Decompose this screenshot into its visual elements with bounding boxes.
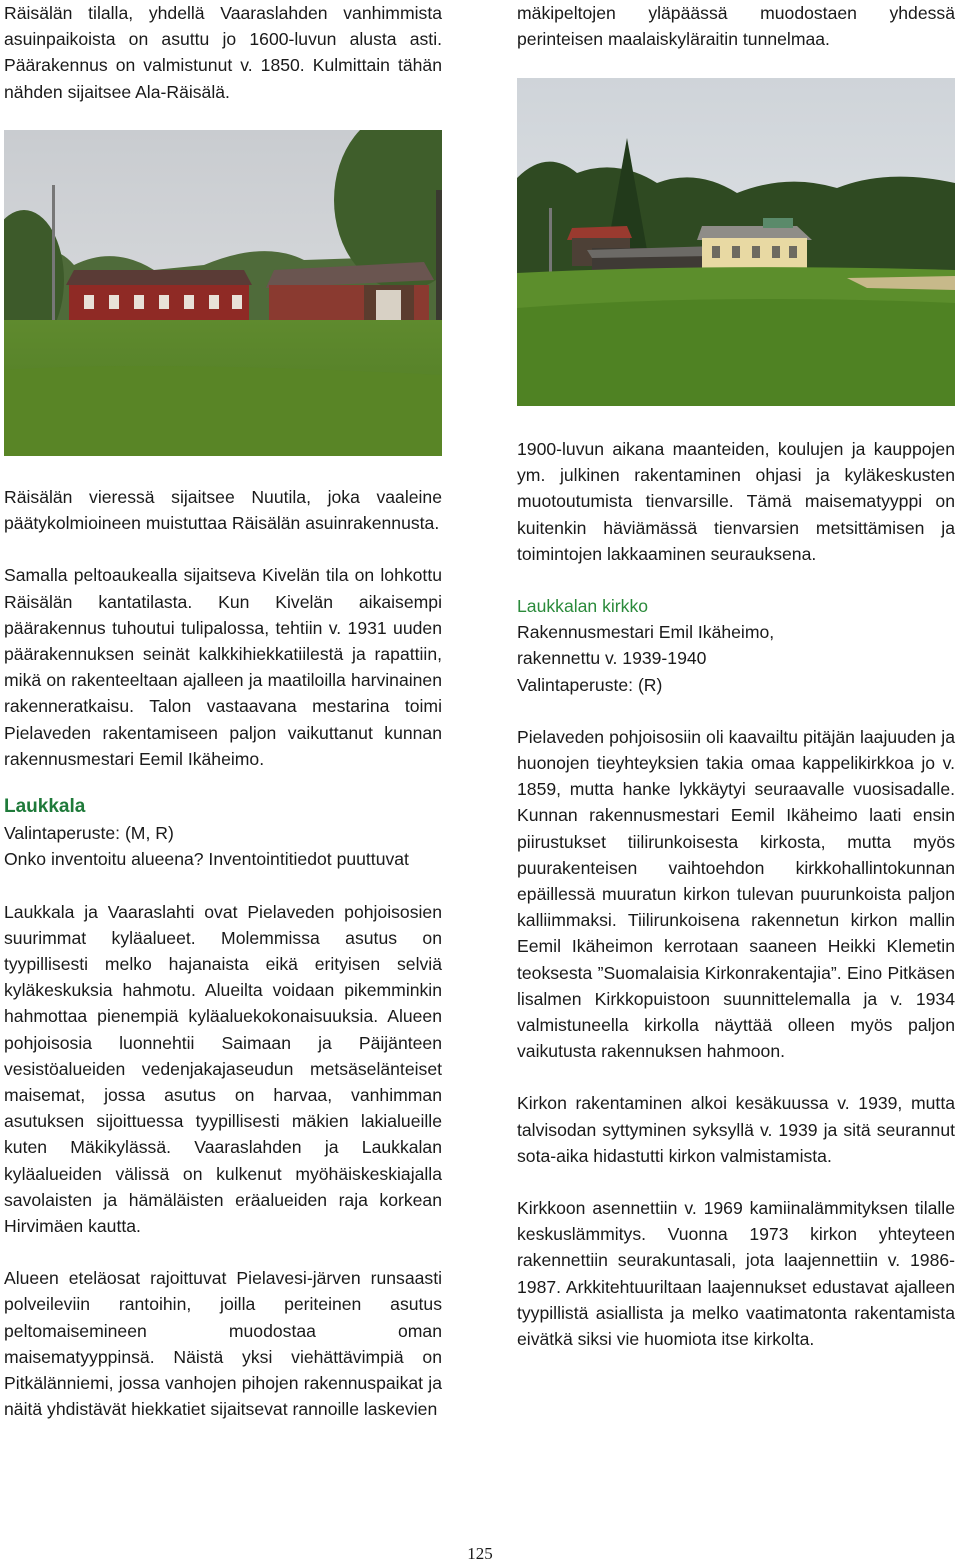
paragraph-lammitys: Kirkkoon asennettiin v. 1969 kamiinalämmityksen tilalle keskuslämmitys. Vuonna 1973 kirkon yhteyteen rakennettiin seurakuntasali, jota laajennettiin v. 1986-1987. Arkkitehtuuriltaan laajennukset edustavat ajalleen tyypillistä asiallista ja melko vaatimatonta rakentamista eivätkä siksi vie huomiota itse kirkolta. [517,1198,955,1350]
paragraph-etelaosat: Alueen eteläosat rajoittuvat Pielavesi-järven runsaasti polveileviin rantoihin, joilla periteinen asutus peltomaisemineen muodostaa oman maisematyyppinsä. Näistä yksi viehättävimpiä on Pitkälänniemi, jossa vanhojen pihojen rakennuspaikat ja näitä yhdistävät hiekkatiet sijaitsevat rannoille laskevien [4,1268,442,1420]
paragraph-rakentaminen: Kirkon rakentaminen alkoi kesäkuussa v. 1939, mutta talvisodan syttyminen syksyllä v. 1939 ja sitä seurannut sota-aika hidastutti kirkon valmistamista. [517,1093,955,1166]
paragraph-kappelikirkko: Pielaveden pohjoisosiin oli kaavailtu pitäjän laajuuden ja huonojen tieyhteyksien takia omaa kappelikirkkoa jo v. 1859, mutta hanke lykkäytyi seuraavalle vuosisadalle. Kunnan rakennusmestari Eemil Ikäheimo laati ensin piirustukset tiilirunkoisesta kirkosta, mutta myös puurakenteisen vaihtoehdon kirkkohallintokunnan epäillessä muuratun kirkon tulevan puurunkoista paljon kalliimmaksi. Tiilirunkoisena rakennetun kirkon mallin Eemil Ikäheimon kerrotaan saaneen Heikki Klemetin teoksesta ”Suomalaisia Kirkonrakentajia”. Eino Pitkäsen lisalmen Kirkkopuistoon suunnittelemalla ja v. 1934 valmistuneella kirkolla näyttää olleen myös paljon vaikutusta rakennuksen hahmoon. [517,726,955,1062]
kirkko-built: rakennettu v. 1939-1940 [517,648,707,669]
intro-paragraph-right: mäkipeltojen yläpäässä muodostaen yhdessä perinteisen maalaiskyläraitin tunnelmaa. [517,3,955,50]
photo-nuutila-field [517,78,955,406]
paragraph-kylaalueet: Laukkala ja Vaaraslahti ovat Pielaveden pohjoisosien suurimmat kyläalueet. Molemmissa asutus on tyypillisesti melko hajanaista eikä erityisen selviä kyläkeskuksia hahmotu. Alueilta voidaan pikemminkin hahmottaa pienempiä kyläaluekokonaisuuksia. Alueen pohjoisosia luonnehtii Saimaan ja Päijänteen vesistöalueiden vedenjakajaseudun metsäselänteiset maisemat, jossa asutus on harvaa, vanhimman asutuksen sijoittuessa tyypillisesti mäkien lakialueille kuten Mäkikylässä. Vaaraslahden ja Laukkalan kyläalueiden välissä on kulkenut myöhäiskeskiajalla savolaisten ja hämäläisten eräalueiden raja korkean Hirvimäen kautta. [4,901,442,1237]
paragraph-nuutila: Räisälän vieressä sijaitsee Nuutila, joka vaaleine päätykolmioineen muistuttaa Räisälän asuinrakennusta. [4,487,442,534]
heading-laukkala: Laukkala [4,796,86,818]
paragraph-1900-luku: 1900-luvun aikana maanteiden, koulujen ja kauppojen ym. julkinen rakentaminen ohjasi ja kyläkeskusten muotoutumista tienvarsille. Tämä maisematyyppi on kuitenkin häviämässä tienvarsien metsittämisen ja toimintojen lakkaaminen seurauksena. [517,439,955,564]
paragraph-kivela: Samalla peltoaukealla sijaitseva Kivelän tila on lohkottu Räisälän kantatilasta. Kun Kivelän aikaisempi päärakennus tuhoutui tulipalossa, tehtiin v. 1931 uuden päärakennuksen seinät kalkkihiekkatiilestä ja rapattiin, mikä on rakenteeltaan ajalleen ja maatiloilla harvinainen rakenneratkaisu. Talon vastaavana mestarina toimi Pielaveden rakentamiseen paljon vaikuttanut kunnan rakennusmestari Eemil Ikäheimo. [4,565,442,769]
left-intro [4,0,442,105]
right-column-body [517,436,955,1352]
left-column-body [4,484,442,1423]
laukkala-criteria: Valintaperuste: (M, R) [4,823,174,844]
photo-raisala-farm [4,130,442,456]
intro-paragraph-left: Räisälän tilalla, yhdellä Vaaraslahden vanhimmista asuinpaikoista on asuttu jo 1600-luvun alusta asti. Päärakennus on valmistunut v. 1850. Kulmittain tähän nähden sijaitsee Ala-Räisälä. [4,3,442,102]
kirkko-builder: Rakennusmestari Emil Ikäheimo, [517,622,775,643]
right-intro [517,0,955,52]
heading-laukkalan-kirkko: Laukkalan kirkko [517,596,649,617]
kirkko-criteria: Valintaperuste: (R) [517,674,663,695]
laukkala-inventory: Onko inventoitu alueena? Inventointitiedot puuttuvat [4,849,409,870]
page-number: 125 [467,1544,493,1563]
